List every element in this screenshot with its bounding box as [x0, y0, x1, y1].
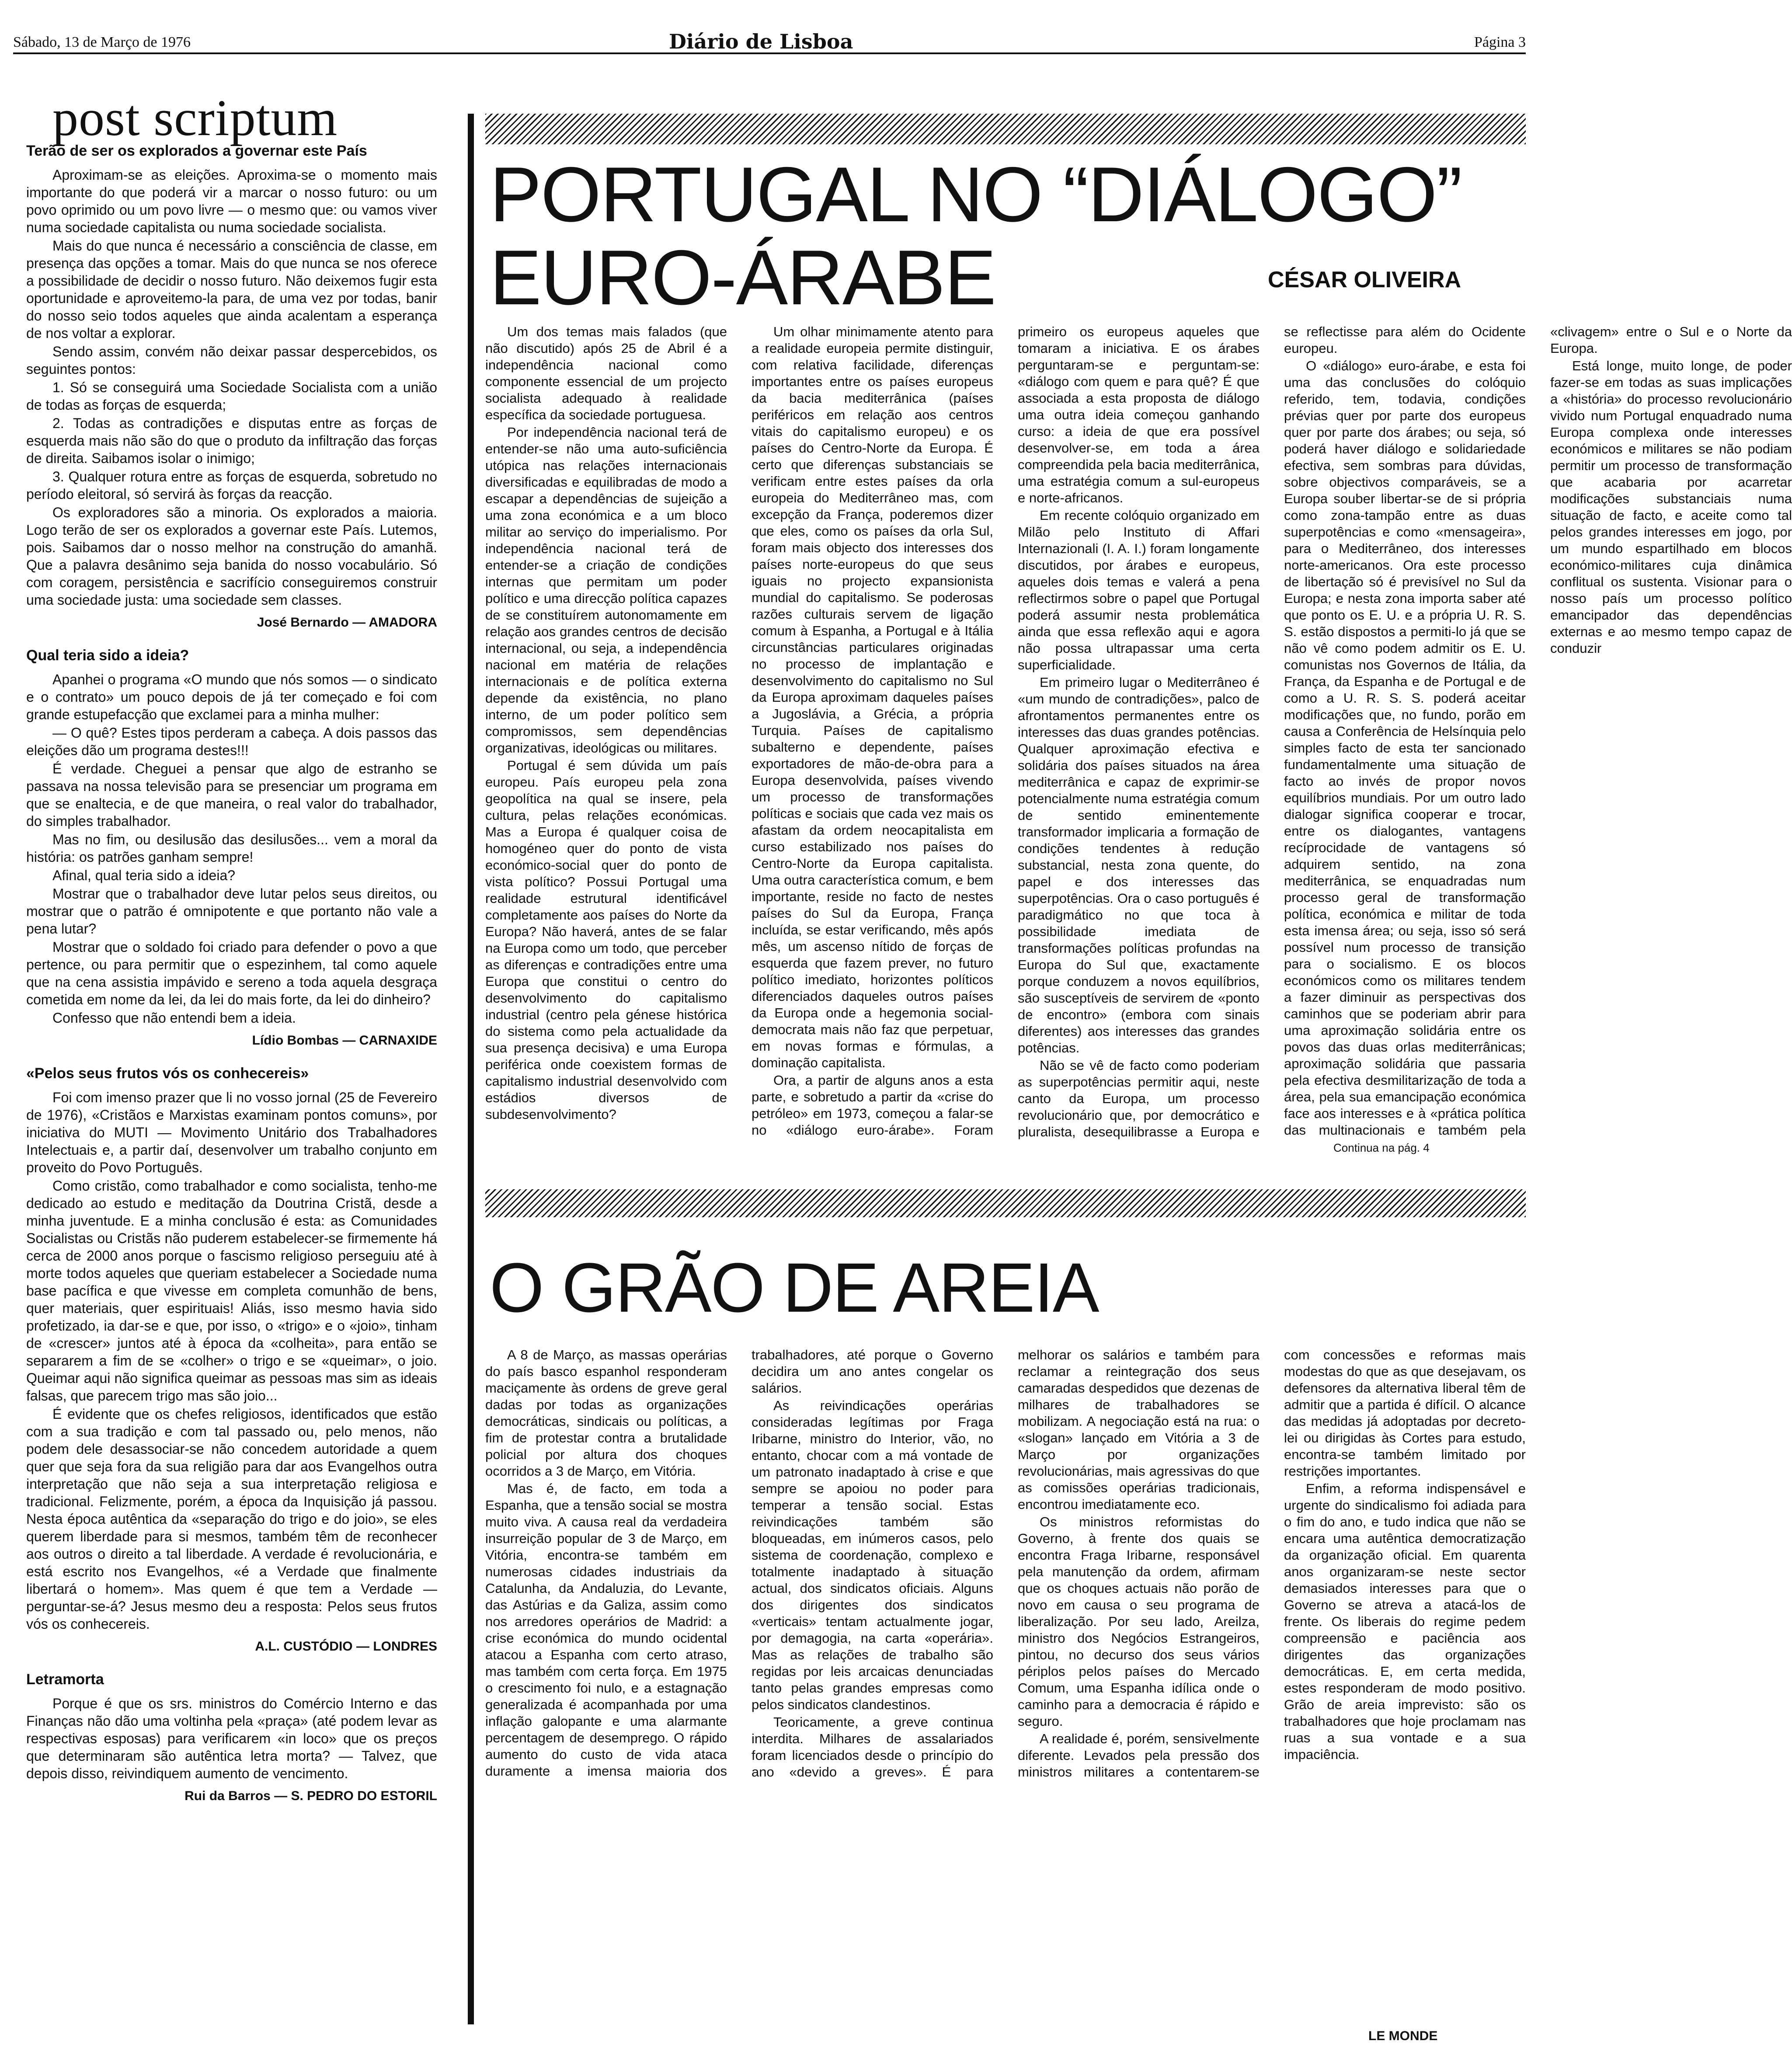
- letter-paragraph: Confesso que não entendi bem a ideia.: [52, 1010, 296, 1026]
- letter-paragraph: Mostrar que o soldado foi criado para defender o povo a que pertence, ou para permitir que o espezinhem, tal como aquele que na cena assistia impávido e sereno a toda aquela desgraça cometida em nome da lei, da lei do mais forte, da lei do dinheiro?: [26, 939, 437, 1007]
- letter-heading: Letramorta: [26, 1671, 104, 1688]
- masthead-date: Sábado, 13 de Março de 1976: [13, 34, 191, 50]
- hatched-rule-middle: [485, 1189, 1526, 1217]
- article-paragraph: Em recente colóquio organizado em Milão pelo Instituto di Affari Internazionali (I. A. I.) foram longamente discutidos, por árabes e europeus, aqueles dois temas e valerá a pena reflectirmos sobre o papel que Portugal poderá assumir nesta problemática ainda que essa reflexão aqui e agora não possa ultrapassar uma certa superficialidade.: [1018, 508, 1260, 672]
- article2-body: [485, 1347, 1526, 2029]
- article-paragraph: Ora, a partir de alguns anos a esta parte, e sobretudo a partir da «crise do petróleo» em 1973, começou a falar-se no «diálogo euro-árabe». Foram primeiro os europeus aqueles que tomaram a iniciativa. E os árabes perguntaram-se e perguntam-se: «diálogo com quem e para quê? É que associada a esta proposta de diálogo uma outra ideia começou ganhando curso: a ideia de que era possível desenvolver-se, em toda a área compreendida pela bacia mediterrânica, uma estratégia comum a sul-europeus e norte-africanos.: [752, 324, 1260, 1138]
- article1-byline: CÉSAR OLIVEIRA: [1268, 267, 1461, 293]
- article-paragraph: A 8 de Março, as massas operárias do país basco espanhol responderam maciçamente às ordens de greve geral dadas por todas as organizações democráticas, sindicais ou políticas, a fim de protestar contra a brutalidade policial por altura dos choques ocorridos a 3 de Março, em Vitória.: [485, 1347, 727, 1479]
- letter-paragraph: Aproximam-se as eleições. Aproxima-se o momento mais importante do que poderá vir a marcar o nosso futuro: ou um povo oprimido ou um povo livre — o mesmo que: ou vamos viver numa sociedade capitalista ou numa sociedade socialista.: [26, 167, 437, 235]
- article-paragraph: Portugal é sem dúvida um país europeu. País europeu pela zona geopolítica na qual se insere, pela cultura, pelas relações económicas. Mas a Europa é qualquer coisa de homogéneo quer do ponto de vista económico-social quer do ponto de vista político? Possui Portugal uma realidade estrutural identificável completamente aos países do Norte da Europa? Não haverá, antes de se falar na Europa como um todo, que perceber as diferenças e contradições entre uma Europa que constitui o centro do desenvolvimento do capitalismo industrial (centro pela génese histórica do sistema como pela actualidade da sua presença decisiva) e uma Europa periférica onde coexistem formas de capitalismo industrial desenvolvido com estádios diversos de subdesenvolvimento?: [485, 758, 727, 1122]
- article-paragraph: Enfim, a reforma indispensável e urgente do sindicalismo foi adiada para o fim do ano, e tudo indica que não se encara uma autêntica democratização da organização oficial. Em quarenta anos organizaram-se neste sector demasiados interesses para que o Governo se atreva a atacá-los de frente. Os liberais do regime pedem compreensão e paciência aos dirigentes das organizações democráticas. E, em certa medida, estes responderam de modo positivo. Grão de areia imprevisto: são os trabalhadores que hoje proclamam nas ruas a sua vontade e a sua impaciência.: [1284, 1481, 1526, 1762]
- article1-body: [485, 324, 1792, 1141]
- article-paragraph: Em primeiro lugar o Mediterrâneo é «um mundo de contradições», palco de afrontamentos permanentes entre os interesses das duas grandes potências. Qualquer aproximação efectiva e solidária dos países situados na área mediterrânica e capaz de exprimir-se potencialmente numa estratégia comum de sentido eminentemente transformador implicaria a formação de condições tendentes à redução substancial, nesta zona quente, do papel e dos interesses das superpotências. Ora o caso português é paradigmático no que toca à possibilidade imediata de transformações políticas profundas na Europa do Sul que, exactamente porque conduzem a novos equilíbrios, são susceptíveis de servirem de «ponto de encontro» (embora com sinais diferentes) aos interesses das grandes potências.: [1018, 675, 1260, 1055]
- hatched-rule-top: [485, 114, 1526, 144]
- letter-paragraph: É verdade. Cheguei a pensar que algo de estranho se passava na nossa televisão para se presenciar um programa em que se enaltecia, e de que maneira, o real valor do trabalhador, do simples trabalhador.: [26, 761, 437, 829]
- masthead: [13, 22, 1526, 54]
- post-scriptum-letters: [26, 142, 437, 1805]
- letter-heading: Terão de ser os explorados a governar este País: [26, 143, 367, 159]
- letter-paragraph: É evidente que os chefes religiosos, identificados que estão com a sua tradição e com tal passado ou, pelo menos, não podem dele desassociar-se não concedem autoridade a quem quer que seja fora da sua religião para dar aos Evangelhos outra interpretação que não seja a sua interpretação religiosa e tradicional. Felizmente, porém, a época da Inquisição já passou. Nesta época autêntica da «separação do trigo e do joio», se eles querem liberdade para si mesmos, também têm de reconhecer aos outros o direito a tal liberdade. A verdade é revolucionária, e está escrito nos Evangelhos, «é a Verdade que finalmente libertará o homem». Mas quem é que tem a Verdade — perguntar-se-á? Jesus mesmo deu a resposta: Pelos seus frutos vós os conhecereis.: [26, 1406, 437, 1632]
- article-paragraph: O «diálogo» euro-árabe, e esta foi uma das conclusões do colóquio referido, tem, todavia, condições prévias quer por parte dos europeus quer por parte dos árabes; ou seja, só poderá haver diálogo e solidariedade efectiva, sem sombras para dúvidas, sobre objectivos comparáveis, se a Europa souber libertar-se de si própria como zona-tampão entre as duas superpotências e como «mensageira», para o Mediterrâneo, dos interesses norte-americanos. Ora este processo de libertação só é previsível no Sul da Europa; e nesta zona importa saber até que ponto os E. U. e a própria U. R. S. S. estão dispostos a permiti-lo já que se não vê como podem admitir os E. U. comunistas nos Governos de Itália, da França, da Espanha e de Portugal e de como a U. R. S. S. poderá aceitar modificações que, no fundo, porão em causa a Conferência de Helsínquia pelo simples facto de esta ter sancionado fundamentalmente uma situação de facto ao invés de propor novos equilíbrios mundiais. Por um outro lado dialogar significa cooperar e trocar, entre os dialogantes, vantagens recíprocidade de vantagens só adquirem sentido, na zona mediterrânica, se enquadradas num processo geral de transformação política, económica e militar de toda esta imensa área; ou seja, isso só será possível num processo de transição para o socialismo. E os blocos económicos como os militares tendem a fazer diminuir as perspectivas dos caminhos que se poderiam abrir para uma aproximação solidária entre os povos das duas orlas mediterrânicas; aproximação solidária que passaria pela efectiva desmilitarização de toda a área, pela sua emancipação económica face aos interesses e à «prática política das multinacionais e também pela «clivagem» entre o Sul e o Norte da Europa.: [1284, 324, 1792, 1138]
- article-paragraph: Os ministros reformistas do Governo, à frente dos quais se encontra Fraga Iribarne, responsável pela manutenção da ordem, afirmam que os choques actuais não porão de novo em causa o seu programa de liberalização. Por seu lado, Areilza, ministro dos Negócios Estrangeiros, pintou, no decurso dos seus vários périplos pelos países do Mercado Comum, uma Espanha idílica onde o caminho para a democracia é rápido e seguro.: [1018, 1514, 1260, 1729]
- article1-continued-note: Continua na pág. 4: [1333, 1141, 1430, 1154]
- letter-paragraph: Foi com imenso prazer que li no vosso jornal (25 de Fevereiro de 1976), «Cristãos e Marxistas examinam pontos comuns», por iniciativa do MUTI — Movimento Unitário dos Trabalhadores Intelectuais e, a partir daí, desenvolver um trabalho conjunto em proveito do Povo Português.: [26, 1090, 437, 1175]
- letter-paragraph: Sendo assim, convém não deixar passar despercebidos, os seguintes pontos:: [26, 344, 437, 377]
- letter-paragraph: Porque é que os srs. ministros do Comércio Interno e das Finanças não dão uma voltinha pela «praça» (até podem levar as respectivas esposas) para verificarem «in loco» que os preços que determinaram são autêntica letra morta? — Talvez, que depois disso, reivindiquem aumento de vencimento.: [26, 1696, 437, 1781]
- article-paragraph: A realidade é, porém, sensivelmente diferente. Levados pela pressão dos ministros militares a contentarem-se com concessões e reformas mais modestas do que as que desejavam, os defensores da alternativa liberal têm de admitir que a partida é difícil. O alcance das medidas já adoptadas por decreto-lei ou dirigidas às Cortes para estudo, encontra-se também limitado por restrições importantes.: [1018, 1347, 1526, 1780]
- letter-heading: «Pelos seus frutos vós os conhecereis»: [26, 1065, 309, 1082]
- letter-paragraph: Os exploradores são a minoria. Os explorados a maioria. Logo terão de ser os explorados a governar este País. Lutemos, pois. Saibamos dar o nosso melhor na construção do amanhã. Que a palavra desânimo seja banida do nosso vocabulário. Só com coragem, persistência e sacrifício conseguiremos construir uma sociedade justa: uma sociedade sem classes.: [26, 505, 437, 608]
- letter-paragraph: Afinal, qual teria sido a ideia?: [52, 867, 236, 883]
- article-paragraph: Por independência nacional terá de entender-se não uma auto-suficiência utópica nas relações internacionais diversificadas e equilibradas de modo a escapar a dependências de sujeição a uma zona económica e a um bloco militar ao serviço do imperialismo. Por independência nacional terá de entender-se a criação de condições internas que permitam um poder político e uma direcção política capazes de se constituírem autonomamente em relação aos grandes centros de decisão internacional, ou seja, a independência nacional em matéria de relações internacionais e de política externa depende da existência, no plano interno, de um poder político sem compromissos, sem dependências organizativas, ideológicas ou militares.: [485, 425, 727, 756]
- article-paragraph: Um dos temas mais falados (que não discutido) após 25 de Abril é a independência nacional como componente essencial de um projecto socialista adequado à realidade específica da sociedade portuguesa.: [485, 324, 727, 422]
- article1-headline-line1: PORTUGAL NO “DIÁLOGO”: [490, 151, 1461, 238]
- letter-paragraph: Como cristão, como trabalhador e como socialista, tenho-me dedicado ao estudo e meditação da Doutrina Cristã, desde a minha juventude. E a minha conclusão é esta: as Comunidades Socialistas ou Cristãs não puderem estabelecer-se firmemente há cerca de 2000 anos porque o fascismo religioso perseguiu até à morte todos aqueles que queriam estabelecer a Sociedade numa base pacífica e que vivesse em completa comunhão de bens, quer materiais, quer espirituais! Aliás, isso mesmo havia sido profetizado, ia dar-se e que, por isso, o «trigo» e o «joio», tinham de «crescer» juntos até à época da «colheita», para então se separarem a fim de se «colher» o trigo e se «queimar», o joio. Queimar aqui não significa queimar as pessoas mas sim as ideais falsas, que parecem trigo mas são joio...: [26, 1178, 437, 1404]
- letter-paragraph: 3. Qualquer rotura entre as forças de esquerda, sobretudo no período eleitoral, só servirá às forças da reacção.: [26, 469, 437, 502]
- post-scriptum-title: post scriptum: [52, 89, 338, 146]
- article-paragraph: Não se vê de facto como poderiam as superpotências permitir aqui, neste canto da Europa, um processo revolucionário que, por democrático e pluralista, desequilibrasse a Europa e se reflectisse para além do Ocidente europeu.: [1018, 324, 1526, 1139]
- article-paragraph: Teoricamente, a greve continua interdita. Milhares de assalariados foram licenciados desde o princípio do ano «devido a greves». É para melhorar os salários e também para reclamar a reintegração dos seus camaradas despedidos que dezenas de milhares de trabalhadores se mobilizam. A negociação está na rua: o «slogan» lançado em Vitória a 3 de Março por organizações revolucionárias, mais agressivas do que as comissões operárias tradicionais, encontrou imediatamente eco.: [752, 1347, 1260, 1780]
- article-paragraph: Um olhar minimamente atento para a realidade europeia permite distinguir, com relativa facilidade, diferenças importantes entre os países europeus da bacia mediterrânica (países periféricos em relação aos centros vitais do capitalismo europeu) e os países do Centro-Norte da Europa. É certo que diferenças substanciais se verificam entre estes países da orla europeia do Mediterrâneo mas, com excepção da França, poderemos dizer que eles, como os países da orla Sul, foram mais objecto dos interesses dos países norte-europeus do que seus iguais no projecto expansionista mundial do capitalismo. Se poderosas razões culturais servem de ligação comum à Espanha, a Portugal e à Itália circunstâncias particulares originadas no processo de implantação e desenvolvimento do capitalismo no Sul da Europa aproximam daqueles países a Jugoslávia, a Grécia, a própria Turquia. Países de capitalismo subalterno e dependente, países exportadores de mão-de-obra para a Europa desenvolvida, países vivendo um processo de transformações políticas e sociais que cada vez mais os afastam da ordem neocapitalista em curso estabilizado nos países do Centro-Norte da Europa capitalista. Uma outra característica comum, e bem importante, reside no facto de nestes países do Sul da Europa, França incluída, se estar verificando, mês após mês, um ascenso nítido de forças de esquerda que fazem prever, no futuro político imediato, horizontes políticos diferenciados daqueles outros países da Europa onde a hegemonia social-democrata mais não faz que perpetuar, em novas formas e fórmulas, a dominação capitalista.: [752, 324, 993, 1070]
- letter-paragraph: Mas no fim, ou desilusão das desilusões... vem a moral da história: os patrões ganham sempre!: [26, 832, 437, 865]
- article2-signature: LE MONDE: [1368, 2029, 1438, 2043]
- article-paragraph: As reivindicações operárias consideradas legítimas por Fraga Iribarne, ministro do Interior, vão, no entanto, chocar com a má vontade de um patronato inadaptado à crise e que sempre se apoiou no poder para temperar a tensão social. Estas reivindicações também são bloqueadas, em inúmeros casos, pelo sistema de coordenação, complexo e totalmente inadaptado à situação actual, dos sindicatos oficiais. Alguns dos dirigentes dos sindicatos «verticais» tentam actualmente jogar, por demagogia, na carta «operária». Mas as relações de trabalho são regidas por leis arcaicas denunciadas tanto pelas grandes empresas como pelos sindicatos clandestinos.: [752, 1398, 993, 1712]
- article-paragraph: Está longe, muito longe, de poder fazer-se em todas as suas implicações a «história» do processo revolucionário vivido num Portugal enquadrado numa Europa complexa onde interesses económicos e militares se não podiam permitir um processo de transformação que acabaria por acarretar modificações substanciais numa situação de facto, e aceite como tal pelos grandes interesses em jogo, por um mundo espartilhado em blocos económico-militares cuja dinâmica conflitual os sustenta. Visionar para o nosso país um processo político emancipador das dependências externas e ao mesmo tempo capaz de conduzir: [1550, 358, 1792, 656]
- letter-heading: Qual teria sido a ideia?: [26, 647, 189, 664]
- letter-paragraph: Mostrar que o trabalhador deve lutar pelos seus direitos, ou mostrar que o patrão é omnipotente e que portanto não vale a pena lutar?: [26, 886, 437, 937]
- letter-paragraph: 1. Só se conseguirá uma Sociedade Socialista com a união de todas as forças de esquerda;: [26, 380, 437, 413]
- letter-signature: Rui da Barros — S. PEDRO DO ESTORIL: [184, 1789, 437, 1803]
- letter-signature: Lídio Bombas — CARNAXIDE: [252, 1033, 437, 1048]
- column-divider: [468, 114, 474, 2024]
- letter-signature: José Bernardo — AMADORA: [257, 615, 437, 630]
- article-paragraph: Mas é, de facto, em toda a Espanha, que a tensão social se mostra muito viva. A causa real da verdadeira insurreição popular de 3 de Março, em Vitória, encontra-se também em numerosas cidades industriais da Catalunha, da Andaluzia, do Levante, das Astúrias e da Galiza, assim como nos arredores operários de Madrid: a crise económica do mundo ocidental atacou a Espanha com certo atraso, mas também com certa força. Em 1975 o crescimento foi nulo, e a estagnação generalizada é acompanhada por uma inflação galopante e uma alarmante percentagem de desemprego. O rápido aumento do custo de vida ataca duramente a imensa maioria dos trabalhadores, até porque o Governo decidira um ano antes congelar os salários.: [485, 1347, 993, 1779]
- letter-paragraph: Mais do que nunca é necessário a consciência de classe, em presença das opções a tomar. Mais do que nunca se nos oferece a possibilidade de decidir o nosso futuro. Não deixemos fugir esta oportunidade e aproveitemo-la para, de uma vez por todas, banir do nosso seio todos aqueles que ainda acalentam a esperança de nos voltar a explorar.: [26, 238, 437, 341]
- letter-paragraph: 2. Todas as contradições e disputas entre as forças de esquerda mais não são do que o produto da infiltração das forças de direita. Saibamos isolar o inimigo;: [26, 415, 437, 466]
- article1-headline-line2: EURO-ÁRABE: [490, 234, 995, 321]
- letter-paragraph: — O quê? Estes tipos perderam a cabeça. A dois passos das eleições dão um programa destes!!!: [26, 725, 437, 758]
- article1-headline: [490, 153, 1530, 319]
- letter-paragraph: Apanhei o programa «O mundo que nós somos — o sindicato e o contrato» um pouco depois de já ter começado e foi com grande estupefacção que exclamei para a minha mulher:: [26, 672, 437, 722]
- article2-headline: O GRÃO DE AREIA: [490, 1248, 1099, 1327]
- masthead-page-number: Página 3: [1474, 34, 1526, 50]
- letter-signature: A.L. CUSTÓDIO — LONDRES: [255, 1639, 437, 1654]
- masthead-newspaper-name: Diário de Lisboa: [669, 30, 853, 53]
- post-scriptum-column: [26, 89, 437, 2038]
